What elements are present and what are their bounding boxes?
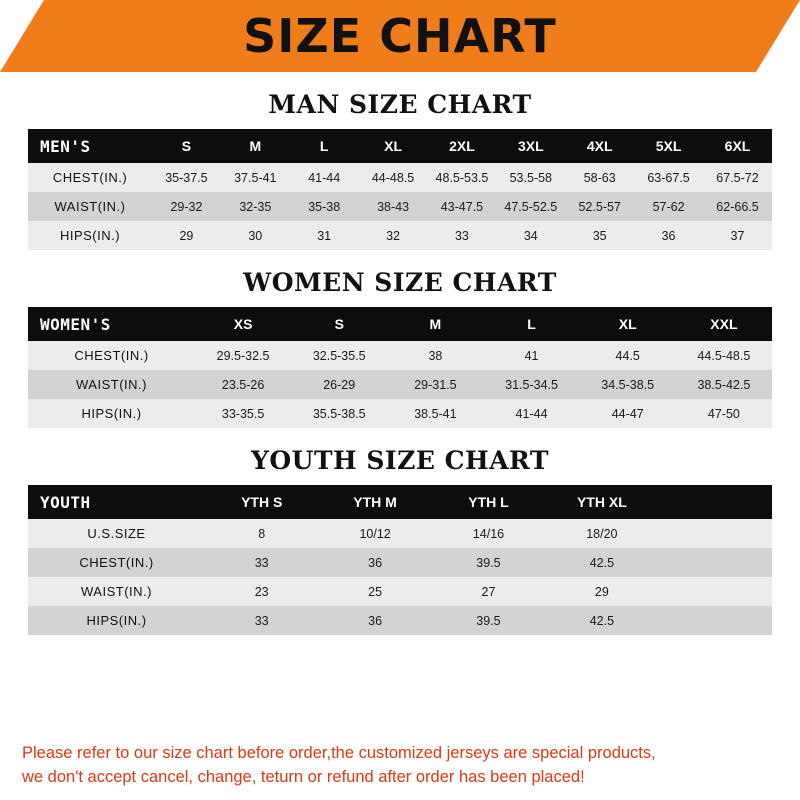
men-cell-1-2: 35-38 xyxy=(308,199,341,214)
header-banner xyxy=(0,0,800,72)
women-col-4: XL xyxy=(580,307,676,341)
men-row-0-label: CHEST(IN.) xyxy=(52,170,128,185)
women-row-0-label: CHEST(IN.) xyxy=(74,348,149,363)
men-cell-2-7: 36 xyxy=(661,228,676,243)
youth-cell-1-2: 39.5 xyxy=(476,555,501,570)
men-col-7: 5XL xyxy=(634,129,703,163)
men-section-title: MAN SIZE CHART xyxy=(268,90,532,119)
women-cell-2-0: 33-35.5 xyxy=(221,406,265,421)
footer-note-line-2: we don't accept cancel, change, teturn or refund after order has been placed! xyxy=(22,768,585,787)
women-col-0: XS xyxy=(195,307,291,341)
women-cell-0-4: 44.5 xyxy=(615,348,640,363)
men-cell-1-7: 57-62 xyxy=(652,199,685,214)
men-cell-2-5: 34 xyxy=(523,228,538,243)
women-table-head xyxy=(28,307,772,341)
men-cell-0-0: 35-37.5 xyxy=(165,170,208,185)
youth-cell-3-3: 42.5 xyxy=(589,613,615,628)
women-row-1-label: WAIST(IN.) xyxy=(76,377,147,392)
youth-cell-1-3: 42.5 xyxy=(589,555,615,570)
men-corner-label: MEN'S xyxy=(28,129,152,163)
women-row-2-label: HIPS(IN.) xyxy=(81,406,142,421)
table-row xyxy=(28,577,772,606)
women-cell-1-3: 31.5-34.5 xyxy=(505,377,558,392)
men-cell-2-1: 30 xyxy=(248,228,263,243)
men-cell-0-7: 63-67.5 xyxy=(647,170,690,185)
youth-cell-2-2: 27 xyxy=(481,584,496,599)
men-row-2-label: HIPS(IN.) xyxy=(59,228,121,243)
table-row xyxy=(28,163,772,192)
men-cell-1-4: 43-47.5 xyxy=(440,199,484,214)
youth-row-1-label: CHEST(IN.) xyxy=(79,555,154,570)
youth-cell-1-0: 33 xyxy=(254,555,269,570)
men-col-5: 3XL xyxy=(496,129,565,163)
youth-row-3-label: HIPS(IN.) xyxy=(86,613,147,628)
women-col-5: XXL xyxy=(676,307,772,341)
youth-cell-0-0: 8 xyxy=(258,526,266,541)
page-title: SIZE CHART xyxy=(243,9,557,63)
men-cell-1-3: 38-43 xyxy=(377,199,410,214)
men-table-body xyxy=(28,163,772,250)
table-row xyxy=(28,370,772,399)
men-cell-2-2: 31 xyxy=(317,228,332,243)
men-cell-0-5: 53.5-58 xyxy=(509,170,553,185)
men-cell-2-0: 29 xyxy=(179,228,194,243)
youth-cell-3-1: 36 xyxy=(368,613,383,628)
men-cell-0-2: 41-44 xyxy=(308,170,341,185)
table-header-row xyxy=(28,485,772,519)
men-table-head xyxy=(28,129,772,163)
youth-cell-1-spacer xyxy=(659,548,772,577)
men-cell-1-1: 32-35 xyxy=(239,199,272,214)
women-col-1: S xyxy=(291,307,387,341)
youth-size-table xyxy=(28,485,772,635)
header-wedge-right xyxy=(756,0,800,72)
women-cell-1-2: 29-31.5 xyxy=(414,377,457,392)
men-cell-2-6: 35 xyxy=(592,228,607,243)
men-cell-0-4: 48.5-53.5 xyxy=(435,170,489,185)
footer-note-line-1: Please refer to our size chart before order,the customized jerseys are special products, xyxy=(22,744,656,763)
youth-cell-3-0: 33 xyxy=(254,613,269,628)
women-section-title: WOMEN SIZE CHART xyxy=(243,268,557,297)
women-cell-2-4: 44-47 xyxy=(611,406,644,421)
youth-cell-2-spacer xyxy=(659,577,772,606)
youth-corner-label: YOUTH xyxy=(28,485,205,519)
men-cell-1-6: 52.5-57 xyxy=(578,199,621,214)
women-cell-0-1: 32.5-35.5 xyxy=(312,348,366,363)
table-row xyxy=(28,341,772,370)
footer-note xyxy=(0,728,800,800)
table-row xyxy=(28,606,772,635)
youth-cell-2-3: 29 xyxy=(594,584,609,599)
youth-cell-2-1: 25 xyxy=(368,584,383,599)
youth-cell-1-1: 36 xyxy=(368,555,383,570)
men-cell-0-6: 58-63 xyxy=(583,170,616,185)
women-cell-1-4: 34.5-38.5 xyxy=(601,377,655,392)
men-size-table xyxy=(28,129,772,250)
men-col-1: M xyxy=(221,129,290,163)
women-cell-1-1: 26-29 xyxy=(323,377,356,392)
men-col-8: 6XL xyxy=(703,129,772,163)
men-cell-1-5: 47.5-52.5 xyxy=(504,199,558,214)
youth-col-1: YTH M xyxy=(318,485,431,519)
youth-row-0-label: U.S.SIZE xyxy=(87,526,146,541)
youth-section-title: YOUTH SIZE CHART xyxy=(251,446,549,475)
women-cell-2-2: 38.5-41 xyxy=(414,406,457,421)
men-cell-0-3: 44-48.5 xyxy=(371,170,415,185)
women-cell-0-3: 41 xyxy=(524,348,539,363)
men-cell-0-1: 37.5-41 xyxy=(234,170,277,185)
youth-cell-3-2: 39.5 xyxy=(476,613,501,628)
youth-cell-0-2: 14/16 xyxy=(472,526,505,541)
table-header-row xyxy=(28,129,772,163)
table-header-row xyxy=(28,307,772,341)
youth-cell-0-3: 18/20 xyxy=(586,526,618,541)
men-cell-1-0: 29-32 xyxy=(170,199,203,214)
header-wedge-left xyxy=(0,0,44,72)
youth-cell-0-1: 10/12 xyxy=(359,526,391,541)
men-col-0: S xyxy=(152,129,221,163)
youth-row-2-label: WAIST(IN.) xyxy=(81,584,152,599)
women-cell-0-0: 29.5-32.5 xyxy=(216,348,270,363)
women-col-3: L xyxy=(483,307,579,341)
youth-table-body xyxy=(28,519,772,635)
women-corner-label: WOMEN'S xyxy=(28,307,195,341)
table-row xyxy=(28,548,772,577)
men-cell-0-8: 67.5-72 xyxy=(716,170,759,185)
youth-col-0: YTH S xyxy=(205,485,318,519)
women-cell-1-5: 38.5-42.5 xyxy=(697,377,751,392)
women-cell-2-1: 35.5-38.5 xyxy=(312,406,366,421)
women-cell-2-5: 47-50 xyxy=(707,406,740,421)
women-col-2: M xyxy=(387,307,483,341)
women-cell-0-5: 44.5-48.5 xyxy=(697,348,751,363)
men-col-3: XL xyxy=(359,129,428,163)
women-table-body xyxy=(28,341,772,428)
men-cell-2-8: 37 xyxy=(730,228,745,243)
men-cell-2-3: 32 xyxy=(386,228,401,243)
youth-col-3: YTH XL xyxy=(545,485,658,519)
youth-cell-2-0: 23 xyxy=(254,584,269,599)
table-row xyxy=(28,221,772,250)
youth-table-head xyxy=(28,485,772,519)
table-row xyxy=(28,399,772,428)
women-size-table xyxy=(28,307,772,428)
men-row-1-label: WAIST(IN.) xyxy=(54,199,126,214)
youth-cell-3-spacer xyxy=(659,606,772,635)
men-col-2: L xyxy=(290,129,359,163)
women-cell-0-2: 38 xyxy=(428,348,443,363)
youth-col-spacer xyxy=(659,485,772,519)
table-row xyxy=(28,519,772,548)
youth-cell-0-spacer xyxy=(659,519,772,548)
table-row xyxy=(28,192,772,221)
men-cell-1-8: 62-66.5 xyxy=(716,199,759,214)
youth-col-2: YTH L xyxy=(432,485,545,519)
men-cell-2-4: 33 xyxy=(454,228,469,243)
women-cell-2-3: 41-44 xyxy=(515,406,548,421)
men-col-4: 2XL xyxy=(428,129,497,163)
charts-container xyxy=(0,72,800,728)
men-col-6: 4XL xyxy=(565,129,634,163)
women-cell-1-0: 23.5-26 xyxy=(221,377,265,392)
